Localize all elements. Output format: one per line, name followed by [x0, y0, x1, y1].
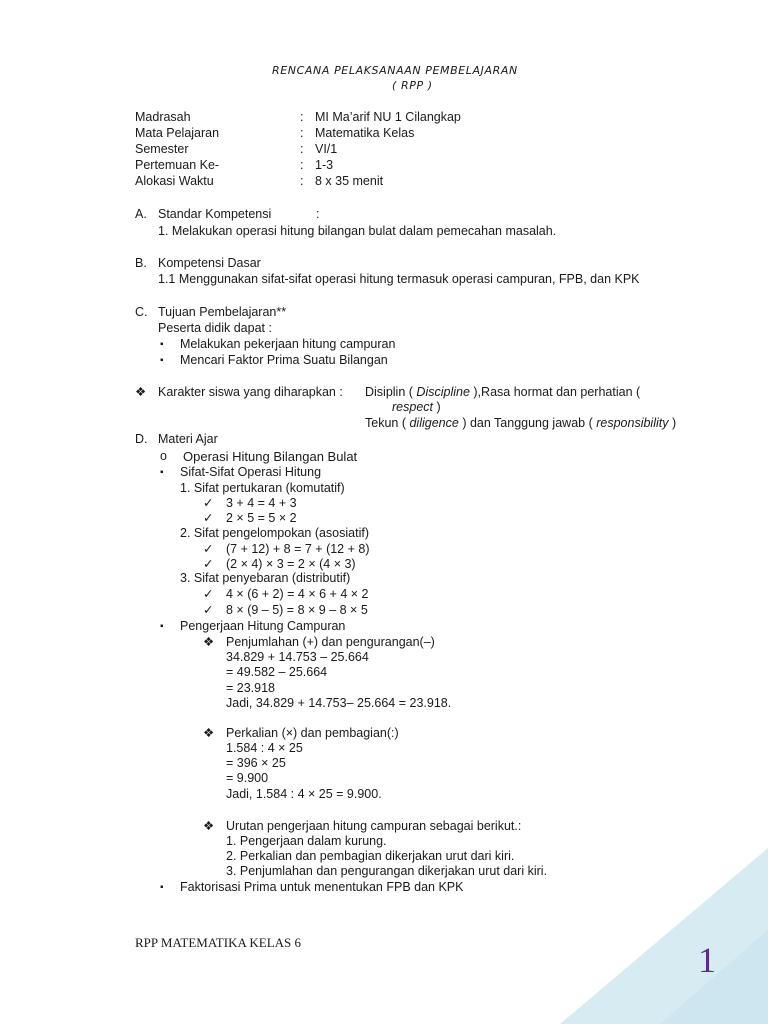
section-a-letter: A.	[135, 207, 147, 221]
karakter-text: Tekun (	[365, 416, 406, 430]
penjumlahan-heading: Penjumlahan (+) dan pengurangan(–)	[226, 635, 435, 649]
calc-line: = 23.918	[226, 681, 276, 695]
info-label-madrasah: Madrasah	[135, 110, 191, 124]
sifat2-heading: 2. Sifat pengelompokan (asosiatif)	[180, 526, 369, 540]
karakter-text: )	[671, 416, 677, 430]
check-icon: ✓	[203, 542, 214, 556]
faktorisasi-item: Faktorisasi Prima untuk menentukan FPB dan KPK	[180, 880, 464, 894]
info-sep: :	[300, 174, 304, 188]
karakter-english: responsibility	[596, 416, 669, 430]
info-value-alokasi: 8 x 35 menit	[315, 174, 384, 188]
urutan-line: 2. Perkalian dan pembagian dikerjakan urut dari kiri.	[226, 849, 515, 863]
info-label-pertemuan: Pertemuan Ke-	[135, 158, 220, 172]
karakter-english: diligence	[409, 416, 459, 430]
sifat3-heading: 3. Sifat penyebaran (distributif)	[180, 571, 351, 585]
calc-line: Jadi, 1.584 : 4 × 25 = 9.900.	[226, 787, 382, 801]
calc-line: 34.829 + 14.753 – 25.664	[226, 650, 369, 664]
sifat-heading: Sifat-Sifat Operasi Hitung	[180, 465, 322, 479]
section-d-heading: Materi Ajar	[158, 432, 218, 446]
karakter-english: Discipline	[416, 385, 470, 399]
info-sep: :	[300, 158, 304, 172]
calc-line: = 9.900	[226, 771, 269, 785]
section-c-letter: C.	[135, 305, 148, 319]
square-bullet-icon: ▪	[160, 339, 164, 350]
karakter-english: respect	[392, 400, 433, 414]
urutan-line: 3. Penjumlahan dan pengurangan dikerjakan urut dari kiri.	[226, 864, 548, 878]
info-label-mapel: Mata Pelajaran	[135, 126, 220, 140]
list-item: 2 × 5 = 5 × 2	[226, 511, 297, 525]
diamond-bullet-icon: ❖	[203, 726, 215, 740]
check-icon: ✓	[203, 587, 214, 601]
karakter-line2	[392, 400, 441, 415]
calc-line: 1.584 : 4 × 25	[226, 741, 303, 755]
check-icon: ✓	[203, 511, 214, 525]
diamond-bullet-icon: ❖	[135, 385, 147, 399]
karakter-line3	[365, 416, 676, 431]
page-number: 1	[698, 940, 716, 980]
list-item: 3 + 4 = 4 + 3	[226, 496, 297, 510]
info-value-mapel: Matematika Kelas	[315, 126, 415, 140]
section-b-item: 1.1 Menggunakan sifat-sifat operasi hitung termasuk operasi campuran, FPB, dan KPK	[158, 272, 640, 286]
section-b-heading: Kompetensi Dasar	[158, 256, 261, 270]
section-d-topic: Operasi Hitung Bilangan Bulat	[183, 449, 358, 464]
list-item: Melakukan pekerjaan hitung campuran	[180, 337, 396, 351]
info-sep: :	[300, 142, 304, 156]
document-subtitle: ( RPP )	[392, 79, 433, 92]
diamond-bullet-icon: ❖	[203, 819, 215, 833]
info-value-madrasah: MI Ma’arif NU 1 Cilangkap	[315, 110, 461, 124]
info-label-alokasi: Alokasi Waktu	[135, 174, 214, 188]
check-icon: ✓	[203, 496, 214, 510]
calc-line: = 49.582 – 25.664	[226, 665, 328, 679]
list-item: 4 × (6 + 2) = 4 × 6 + 4 × 2	[226, 587, 369, 601]
urutan-line: 1. Pengerjaan dalam kurung.	[226, 834, 387, 848]
check-icon: ✓	[203, 603, 214, 617]
urutan-heading: Urutan pengerjaan hitung campuran sebagai berikut.:	[226, 819, 522, 833]
square-bullet-icon: ▪	[160, 467, 164, 478]
check-icon: ✓	[203, 557, 214, 571]
calc-line: = 396 × 25	[226, 756, 286, 770]
section-a-item: 1. Melakukan operasi hitung bilangan bulat dalam pemecahan masalah.	[158, 224, 557, 238]
sifat1-heading: 1. Sifat pertukaran (komutatif)	[180, 481, 345, 495]
square-bullet-icon: ▪	[160, 621, 164, 632]
info-sep: :	[300, 126, 304, 140]
info-sep: :	[300, 110, 304, 124]
section-d-letter: D.	[135, 432, 148, 446]
info-label-semester: Semester	[135, 142, 189, 156]
perkalian-heading: Perkalian (×) dan pembagian(:)	[226, 726, 399, 740]
section-b-letter: B.	[135, 256, 147, 270]
list-item: (7 + 12) + 8 = 7 + (12 + 8)	[226, 542, 370, 556]
section-a-colon: :	[316, 207, 320, 221]
list-item: Mencari Faktor Prima Suatu Bilangan	[180, 353, 388, 367]
info-value-semester: VI/1	[315, 142, 338, 156]
section-a-heading: Standar Kompetensi	[158, 207, 272, 221]
square-bullet-icon: ▪	[160, 882, 164, 893]
list-item: 8 × (9 – 5) = 8 × 9 – 8 × 5	[226, 603, 368, 617]
square-bullet-icon: ▪	[160, 355, 164, 366]
document-title: RENCANA PELAKSANAAN PEMBELAJARAN	[272, 64, 518, 77]
section-c-intro: Peserta didik dapat :	[158, 321, 272, 335]
circle-bullet-icon: o	[160, 449, 167, 463]
footer-text: RPP MATEMATIKA KELAS 6	[135, 935, 302, 950]
karakter-text: ) dan Tanggung jawab (	[462, 416, 593, 430]
karakter-text: )	[436, 400, 441, 414]
campuran-heading: Pengerjaan Hitung Campuran	[180, 619, 346, 633]
calc-line: Jadi, 34.829 + 14.753– 25.664 = 23.918.	[226, 696, 452, 710]
karakter-text: Disiplin (	[365, 385, 413, 399]
list-item: (2 × 4) × 3 = 2 × (4 × 3)	[226, 557, 356, 571]
section-c-heading: Tujuan Pembelajaran**	[158, 305, 287, 319]
karakter-line1	[365, 385, 640, 400]
info-value-pertemuan: 1-3	[315, 158, 334, 172]
karakter-label: Karakter siswa yang diharapkan :	[158, 385, 343, 399]
diamond-bullet-icon: ❖	[203, 635, 215, 649]
karakter-text: ),Rasa hormat dan perhatian (	[473, 385, 641, 399]
